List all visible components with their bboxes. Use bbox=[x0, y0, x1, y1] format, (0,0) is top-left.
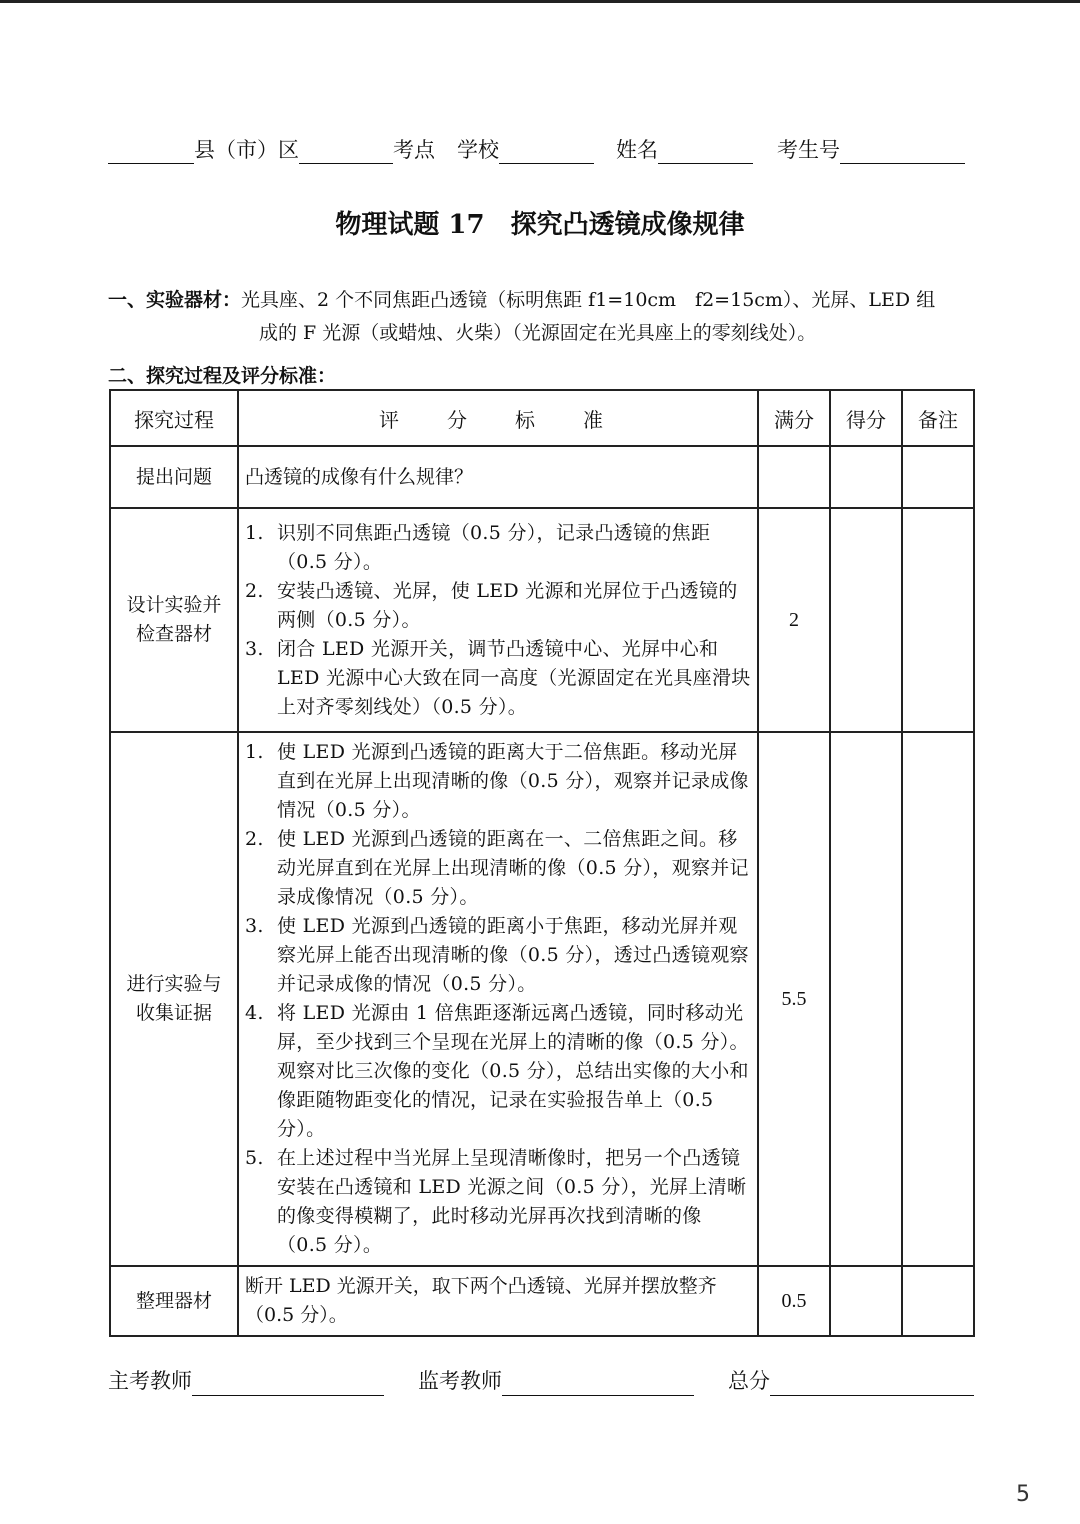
scoring-table bbox=[109, 389, 975, 1337]
total-score-blank[interactable] bbox=[770, 1373, 974, 1396]
score-cell[interactable] bbox=[830, 1266, 902, 1336]
county-blank[interactable] bbox=[108, 141, 194, 164]
table-header-row bbox=[110, 390, 974, 446]
student-no-blank[interactable] bbox=[840, 141, 965, 164]
equipment-heading: 一、实验器材： bbox=[108, 289, 242, 311]
equipment-line-1: 光具座、2 个不同焦距凸透镜（标明焦距 f1=10cm f2=15cm）、光屏、LED 组 bbox=[241, 289, 936, 311]
top-border-line bbox=[0, 0, 1080, 3]
page-title: 物理试题 17 探究凸透镜成像规律 bbox=[335, 210, 745, 240]
criteria-text: 凸透镜的成像有什么规律？ bbox=[245, 465, 474, 488]
header-full-score: 满分 bbox=[758, 390, 830, 446]
invigilator-label: 监考教师 bbox=[418, 1369, 502, 1393]
process-text: 进行实验与收集证据 bbox=[126, 973, 222, 1024]
page-number: 5 bbox=[1016, 1482, 1030, 1507]
process-section-heading: 二、探究过程及评分标准： bbox=[108, 365, 337, 387]
full-score-cell: 0.5 bbox=[758, 1266, 830, 1336]
table-row bbox=[110, 732, 974, 1266]
process-text: 设计实验并检查器材 bbox=[126, 594, 222, 645]
criteria-item: 2. 安装凸透镜、光屏，使 LED 光源和光屏位于凸透镜的两侧（0.5 分）。 bbox=[245, 579, 738, 631]
county-label: 县（市）区 bbox=[194, 138, 299, 162]
criteria-item: 1. 识别不同焦距凸透镜（0.5 分），记录凸透镜的焦距（0.5 分）。 bbox=[245, 521, 711, 573]
table-row bbox=[110, 508, 974, 732]
note-cell[interactable] bbox=[902, 732, 974, 1266]
header-score: 得分 bbox=[830, 390, 902, 446]
invigilator-blank[interactable] bbox=[502, 1373, 694, 1396]
name-blank[interactable] bbox=[658, 141, 753, 164]
full-score-cell: 2 bbox=[758, 508, 830, 732]
school-label: 学校 bbox=[457, 138, 499, 162]
criteria-item: 1. 使 LED 光源到凸透镜的距离大于二倍焦距。移动光屏直到在光屏上出现清晰的像（0.5 分），观察并记录成像情况（0.5 分）。 bbox=[245, 741, 749, 821]
exam-site-blank[interactable] bbox=[299, 141, 393, 164]
chief-examiner-blank[interactable] bbox=[192, 1373, 384, 1396]
criteria-cell bbox=[238, 508, 758, 732]
chief-examiner-label: 主考教师 bbox=[108, 1369, 192, 1393]
equipment-line-2: 成的 F 光源（或蜡烛、火柴）（光源固定在光具座上的零刻线处）。 bbox=[259, 322, 817, 344]
note-cell[interactable] bbox=[902, 1266, 974, 1336]
score-cell[interactable] bbox=[830, 446, 902, 508]
header-note: 备注 bbox=[902, 390, 974, 446]
table-row bbox=[110, 446, 974, 508]
criteria-item: 5. 在上述过程中当光屏上呈现清晰像时，把另一个凸透镜安装在凸透镜和 LED 光源之间（0.5 分），光屏上清晰的像变得模糊了，此时移动光屏再次找到清晰的像（0.5 分）。 bbox=[245, 1147, 747, 1256]
criteria-text: 断开 LED 光源开关，取下两个凸透镜、光屏并摆放整齐（0.5 分）。 bbox=[245, 1275, 717, 1326]
full-score-cell: 5.5 bbox=[758, 732, 830, 1266]
equipment-section bbox=[108, 284, 974, 350]
header-criteria: 评 分 标 准 bbox=[238, 390, 758, 446]
school-blank[interactable] bbox=[499, 141, 594, 164]
total-score-label: 总分 bbox=[728, 1369, 770, 1393]
exam-site-label: 考点 bbox=[393, 138, 435, 162]
criteria-cell bbox=[238, 732, 758, 1266]
score-cell[interactable] bbox=[830, 732, 902, 1266]
process-cell bbox=[110, 508, 238, 732]
process-cell bbox=[110, 732, 238, 1266]
candidate-info-line bbox=[108, 136, 972, 164]
criteria-item: 3. 使 LED 光源到凸透镜的距离小于焦距，移动光屏并观察光屏上能否出现清晰的像（0.5 分），透过凸透镜观察并记录成像的情况（0.5 分）。 bbox=[245, 915, 749, 995]
note-cell[interactable] bbox=[902, 446, 974, 508]
full-score-cell bbox=[758, 446, 830, 508]
name-label: 姓名 bbox=[616, 138, 658, 162]
process-cell: 提出问题 bbox=[110, 446, 238, 508]
criteria-item: 3. 闭合 LED 光源开关，调节凸透镜中心、光屏中心和 LED 光源中心大致在同一高度（光源固定在光具座滑块上对齐零刻线处）（0.5 分）。 bbox=[245, 637, 751, 718]
criteria-item: 4. 将 LED 光源由 1 倍焦距逐渐远离凸透镜，同时移动光屏，至少找到三个呈现在光屏上的清晰的像（0.5 分）。观察对比三次像的变化（0.5 分），总结出实像的大小和像距随物距变化的情况，记录在实验报告单上（0.5 分）。 bbox=[245, 1002, 749, 1140]
criteria-item: 2. 使 LED 光源到凸透镜的距离在一、二倍焦距之间。移动光屏直到在光屏上出现清晰的像（0.5 分），观察并记录成像情况（0.5 分）。 bbox=[245, 828, 749, 908]
student-no-label: 考生号 bbox=[777, 138, 840, 162]
criteria-cell bbox=[238, 446, 758, 508]
table-row bbox=[110, 1266, 974, 1336]
criteria-cell bbox=[238, 1266, 758, 1336]
process-cell: 整理器材 bbox=[110, 1266, 238, 1336]
signature-line bbox=[108, 1366, 974, 1396]
header-process: 探究过程 bbox=[110, 390, 238, 446]
note-cell[interactable] bbox=[902, 508, 974, 732]
score-cell[interactable] bbox=[830, 508, 902, 732]
